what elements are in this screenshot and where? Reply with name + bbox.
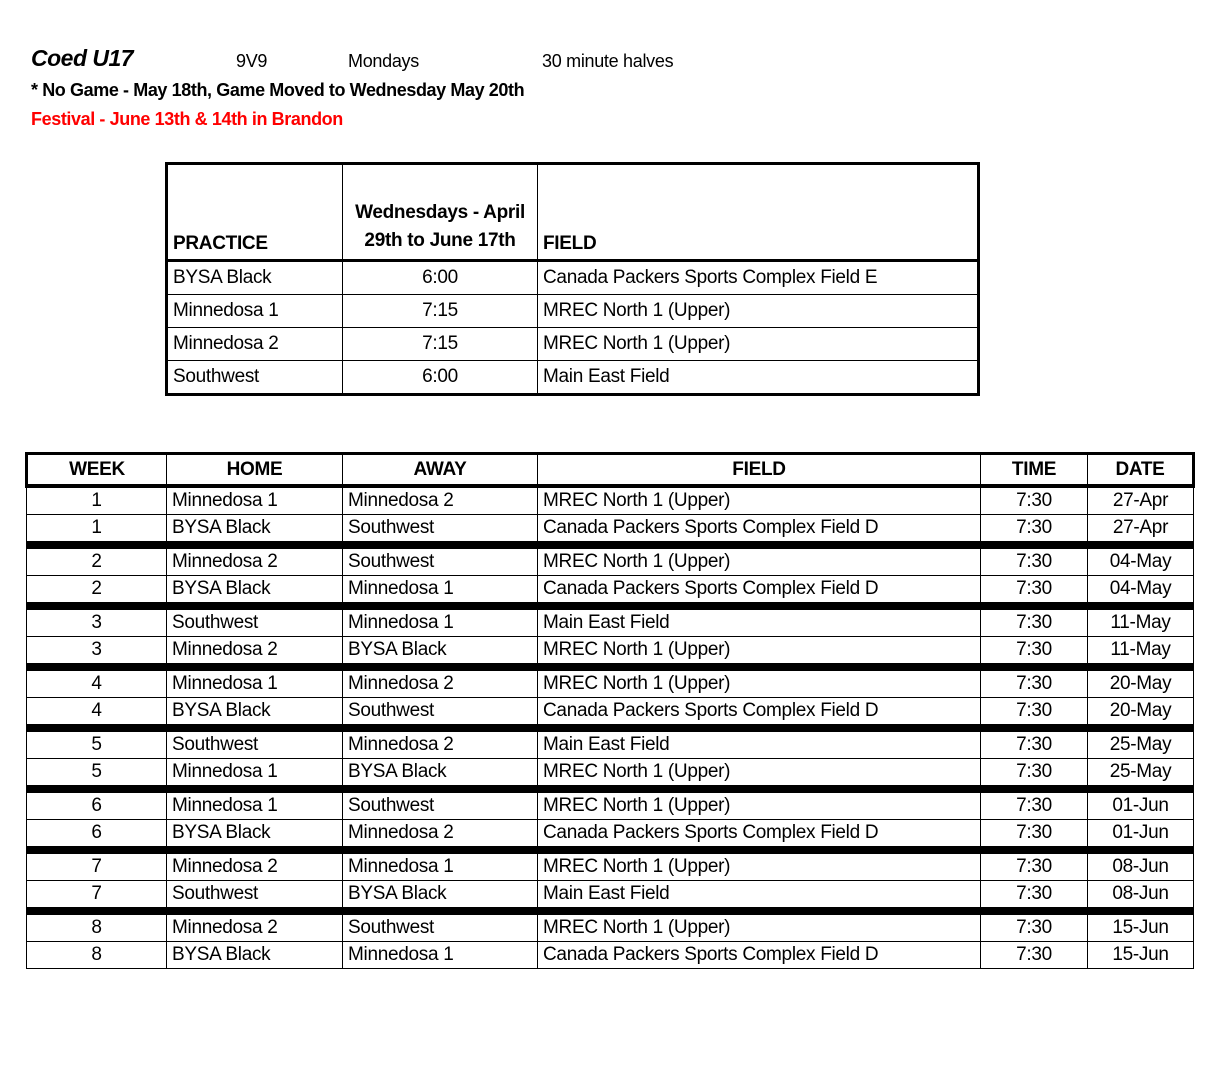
separator-cell: [167, 664, 343, 671]
game-field: Canada Packers Sports Complex Field D: [538, 820, 981, 847]
game-away: Minnedosa 2: [343, 671, 538, 698]
game-week: 5: [27, 759, 167, 786]
practice-field: Main East Field: [538, 361, 979, 395]
game-time: 7:30: [981, 515, 1088, 542]
practice-table: [165, 162, 980, 396]
week-separator: [27, 603, 1194, 610]
practice-header-field: FIELD: [538, 164, 979, 261]
game-home: Minnedosa 1: [167, 793, 343, 820]
game-row: [27, 915, 1194, 942]
separator-cell: [981, 542, 1088, 549]
separator-cell: [167, 725, 343, 732]
game-time: 7:30: [981, 576, 1088, 603]
practice-team: Southwest: [167, 361, 343, 395]
game-home: BYSA Black: [167, 576, 343, 603]
game-field: Main East Field: [538, 732, 981, 759]
game-away: Southwest: [343, 915, 538, 942]
separator-cell: [1088, 847, 1194, 854]
game-time: 7:30: [981, 915, 1088, 942]
practice-row: [167, 328, 979, 361]
separator-cell: [343, 786, 538, 793]
game-field: Canada Packers Sports Complex Field D: [538, 576, 981, 603]
game-date: 01-Jun: [1088, 793, 1194, 820]
game-field: MREC North 1 (Upper): [538, 486, 981, 515]
separator-cell: [27, 542, 167, 549]
game-time: 7:30: [981, 698, 1088, 725]
game-date: 08-Jun: [1088, 854, 1194, 881]
game-row: [27, 610, 1194, 637]
game-day: Mondays: [348, 51, 419, 71]
game-home: Minnedosa 2: [167, 549, 343, 576]
game-row: [27, 671, 1194, 698]
game-row: [27, 881, 1194, 908]
game-date: 15-Jun: [1088, 915, 1194, 942]
game-field: Main East Field: [538, 610, 981, 637]
header-away: AWAY: [343, 454, 538, 487]
practice-field: MREC North 1 (Upper): [538, 328, 979, 361]
game-week: 8: [27, 915, 167, 942]
game-date: 25-May: [1088, 732, 1194, 759]
game-time: 7:30: [981, 793, 1088, 820]
practice-header-time: [343, 164, 538, 261]
separator-cell: [167, 542, 343, 549]
practice-row: [167, 361, 979, 395]
game-week: 4: [27, 671, 167, 698]
game-field: MREC North 1 (Upper): [538, 759, 981, 786]
game-date: 04-May: [1088, 576, 1194, 603]
week-separator: [27, 847, 1194, 854]
game-week: 6: [27, 793, 167, 820]
separator-cell: [343, 664, 538, 671]
game-home: Minnedosa 2: [167, 915, 343, 942]
separator-cell: [27, 664, 167, 671]
game-field: MREC North 1 (Upper): [538, 671, 981, 698]
separator-cell: [981, 603, 1088, 610]
separator-cell: [538, 664, 981, 671]
game-time: 7:30: [981, 881, 1088, 908]
game-row: [27, 942, 1194, 969]
game-date: 11-May: [1088, 637, 1194, 664]
separator-cell: [981, 725, 1088, 732]
separator-cell: [27, 603, 167, 610]
game-away: Minnedosa 2: [343, 820, 538, 847]
game-row: [27, 732, 1194, 759]
schedule-table: [25, 452, 1195, 969]
game-field: MREC North 1 (Upper): [538, 637, 981, 664]
game-field: Canada Packers Sports Complex Field D: [538, 942, 981, 969]
game-week: 2: [27, 576, 167, 603]
game-time: 7:30: [981, 486, 1088, 515]
game-away: Minnedosa 1: [343, 610, 538, 637]
game-date: 27-Apr: [1088, 515, 1194, 542]
week-separator: [27, 725, 1194, 732]
game-field: MREC North 1 (Upper): [538, 915, 981, 942]
header-home: HOME: [167, 454, 343, 487]
game-row: [27, 698, 1194, 725]
header-time: TIME: [981, 454, 1088, 487]
game-week: 3: [27, 637, 167, 664]
separator-cell: [981, 908, 1088, 915]
game-time: 7:30: [981, 854, 1088, 881]
game-time: 7:30: [981, 610, 1088, 637]
header-week: WEEK: [27, 454, 167, 487]
game-away: Southwest: [343, 549, 538, 576]
separator-cell: [538, 847, 981, 854]
game-week: 6: [27, 820, 167, 847]
game-home: BYSA Black: [167, 698, 343, 725]
game-date: 25-May: [1088, 759, 1194, 786]
separator-cell: [538, 603, 981, 610]
game-away: Southwest: [343, 515, 538, 542]
game-away: Minnedosa 1: [343, 942, 538, 969]
game-row: [27, 759, 1194, 786]
game-time: 7:30: [981, 759, 1088, 786]
practice-team: Minnedosa 1: [167, 295, 343, 328]
practice-field: MREC North 1 (Upper): [538, 295, 979, 328]
practice-time: 6:00: [343, 261, 538, 295]
game-week: 5: [27, 732, 167, 759]
separator-cell: [343, 542, 538, 549]
festival-note: Festival - June 13th & 14th in Brandon: [31, 109, 343, 129]
game-home: Minnedosa 1: [167, 671, 343, 698]
separator-cell: [343, 603, 538, 610]
game-row: [27, 637, 1194, 664]
game-row: [27, 793, 1194, 820]
separator-cell: [167, 786, 343, 793]
separator-cell: [1088, 725, 1194, 732]
game-time: 7:30: [981, 820, 1088, 847]
game-field: Canada Packers Sports Complex Field D: [538, 515, 981, 542]
game-row: [27, 820, 1194, 847]
game-time: 7:30: [981, 671, 1088, 698]
separator-cell: [343, 847, 538, 854]
separator-cell: [1088, 908, 1194, 915]
week-separator: [27, 908, 1194, 915]
practice-field: Canada Packers Sports Complex Field E: [538, 261, 979, 295]
schedule-header-row: [27, 454, 1194, 487]
game-field: Main East Field: [538, 881, 981, 908]
game-home: Minnedosa 1: [167, 486, 343, 515]
practice-team: BYSA Black: [167, 261, 343, 295]
separator-cell: [27, 847, 167, 854]
header-field: FIELD: [538, 454, 981, 487]
game-field: MREC North 1 (Upper): [538, 854, 981, 881]
game-date: 08-Jun: [1088, 881, 1194, 908]
game-week: 7: [27, 854, 167, 881]
separator-cell: [1088, 786, 1194, 793]
game-row: [27, 549, 1194, 576]
practice-time: 7:15: [343, 295, 538, 328]
header-date: DATE: [1088, 454, 1194, 487]
separator-cell: [538, 908, 981, 915]
separator-cell: [27, 908, 167, 915]
game-time: 7:30: [981, 942, 1088, 969]
game-row: [27, 854, 1194, 881]
schedule-note: * No Game - May 18th, Game Moved to Wednesday May 20th: [31, 80, 525, 100]
separator-cell: [981, 847, 1088, 854]
separator-cell: [981, 786, 1088, 793]
game-week: 1: [27, 486, 167, 515]
game-away: Minnedosa 2: [343, 486, 538, 515]
game-time: 7:30: [981, 732, 1088, 759]
separator-cell: [538, 542, 981, 549]
game-row: [27, 576, 1194, 603]
game-date: 04-May: [1088, 549, 1194, 576]
game-home: Southwest: [167, 610, 343, 637]
game-week: 4: [27, 698, 167, 725]
game-week: 7: [27, 881, 167, 908]
game-away: BYSA Black: [343, 637, 538, 664]
game-home: Southwest: [167, 881, 343, 908]
game-away: BYSA Black: [343, 881, 538, 908]
practice-header-row: [167, 164, 979, 261]
game-format: 9V9: [236, 51, 268, 71]
game-date: 20-May: [1088, 671, 1194, 698]
separator-cell: [538, 786, 981, 793]
game-date: 20-May: [1088, 698, 1194, 725]
practice-time: 7:15: [343, 328, 538, 361]
game-away: BYSA Black: [343, 759, 538, 786]
separator-cell: [538, 725, 981, 732]
game-home: BYSA Black: [167, 942, 343, 969]
game-time: 7:30: [981, 549, 1088, 576]
game-row: [27, 486, 1194, 515]
practice-team: Minnedosa 2: [167, 328, 343, 361]
separator-cell: [167, 908, 343, 915]
practice-time: 6:00: [343, 361, 538, 395]
game-home: BYSA Black: [167, 515, 343, 542]
division-title: Coed U17: [31, 45, 134, 71]
week-separator: [27, 664, 1194, 671]
game-week: 2: [27, 549, 167, 576]
game-home: BYSA Black: [167, 820, 343, 847]
week-separator: [27, 542, 1194, 549]
game-away: Minnedosa 1: [343, 854, 538, 881]
separator-cell: [167, 847, 343, 854]
practice-header-team: PRACTICE: [167, 164, 343, 261]
game-field: Canada Packers Sports Complex Field D: [538, 698, 981, 725]
separator-cell: [27, 725, 167, 732]
game-home: Minnedosa 2: [167, 637, 343, 664]
practice-row: [167, 295, 979, 328]
practice-header-time-line1: Wednesdays - April: [355, 202, 525, 223]
week-separator: [27, 786, 1194, 793]
game-field: MREC North 1 (Upper): [538, 793, 981, 820]
game-date: 11-May: [1088, 610, 1194, 637]
game-week: 3: [27, 610, 167, 637]
game-away: Southwest: [343, 793, 538, 820]
game-date: 15-Jun: [1088, 942, 1194, 969]
game-home: Minnedosa 1: [167, 759, 343, 786]
game-week: 8: [27, 942, 167, 969]
separator-cell: [167, 603, 343, 610]
game-week: 1: [27, 515, 167, 542]
game-home: Minnedosa 2: [167, 854, 343, 881]
game-time: 7:30: [981, 637, 1088, 664]
game-date: 27-Apr: [1088, 486, 1194, 515]
practice-header-time-line2: 29th to June 17th: [364, 230, 516, 251]
separator-cell: [343, 725, 538, 732]
separator-cell: [1088, 603, 1194, 610]
game-row: [27, 515, 1194, 542]
halves-length: 30 minute halves: [542, 51, 674, 71]
separator-cell: [981, 664, 1088, 671]
separator-cell: [343, 908, 538, 915]
game-field: MREC North 1 (Upper): [538, 549, 981, 576]
game-away: Southwest: [343, 698, 538, 725]
practice-row: [167, 261, 979, 295]
separator-cell: [27, 786, 167, 793]
game-away: Minnedosa 2: [343, 732, 538, 759]
separator-cell: [1088, 542, 1194, 549]
game-date: 01-Jun: [1088, 820, 1194, 847]
game-home: Southwest: [167, 732, 343, 759]
game-away: Minnedosa 1: [343, 576, 538, 603]
separator-cell: [1088, 664, 1194, 671]
